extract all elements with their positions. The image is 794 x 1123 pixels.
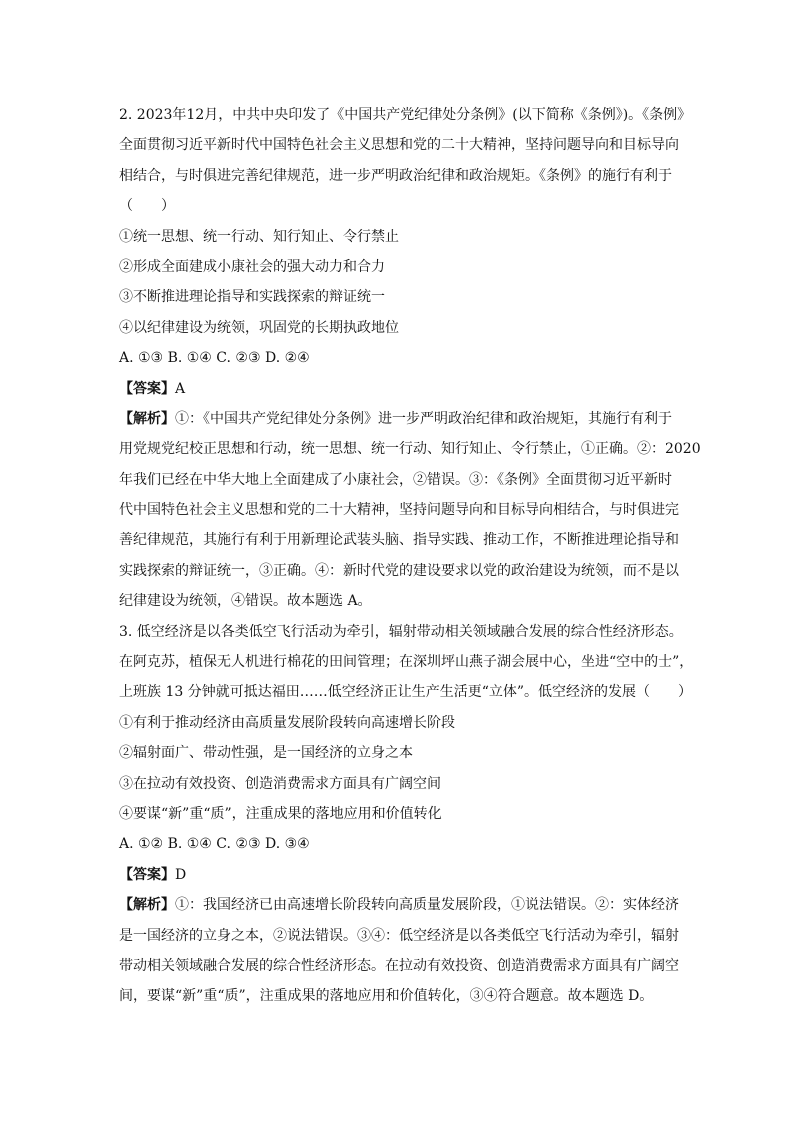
question-option: ④要谋“新”重“质”，注重成果的落地应用和价值转化	[119, 805, 442, 822]
question-stem-line: 在阿克苏，植保无人机进行棉花的田间管理；在深圳坪山燕子湖会展中心，坐进“空中的士”，	[119, 654, 694, 671]
question-choices: A. ①③ B. ①④ C. ②③ D. ②④	[119, 350, 310, 367]
question-stem-line: （ ）	[119, 198, 175, 215]
analysis-text: ①：《中国共产党纪律处分条例》进一步严明政治纪律和政治规矩，其施行有利于	[175, 410, 672, 427]
question-stem-line: 上班族 13 分钟就可抵达福田……低空经济正让生产生活更“立体”。低空经济的发展（ ）	[119, 684, 693, 701]
analysis-text: 善纪律规范，其施行有利于用新理论武装头脑、指导实践、推动工作，不断推进理论指导和	[119, 532, 679, 549]
question-option: ③不断推进理论指导和实践探索的辩证统一	[119, 289, 385, 306]
answer-line	[119, 374, 689, 404]
question-option: ①统一思想、统一行动、知行知止、令行禁止	[119, 228, 399, 245]
analysis-text: 是一国经济的立身之本，②说法错误。③④：低空经济是以各类低空飞行活动为牵引，辐射	[119, 927, 679, 944]
analysis-text: 纪律建设为统领，④错误。故本题选 A。	[119, 593, 372, 610]
question-stem-line: 3. 低空经济是以各类低空飞行活动为牵引，辐射带动相关领域融合发展的综合性经济形态。	[119, 623, 683, 640]
question-option: ③在拉动有效投资、创造消费需求方面具有广阔空间	[119, 775, 441, 792]
analysis-line	[119, 404, 689, 434]
answer-value: A	[175, 380, 186, 397]
question-option: ④以纪律建设为统领，巩固党的长期执政地位	[119, 319, 399, 336]
analysis-line	[119, 890, 689, 920]
question-stem-line: 2. 2023年12月，中共中央印发了《中国共产党纪律处分条例》(以下简称《条例》)。《条例》	[119, 107, 692, 123]
question-choices: A. ①② B. ①④ C. ②③ D. ③④	[119, 836, 310, 853]
question-option: ②辐射面广、带动性强，是一国经济的立身之本	[119, 745, 413, 762]
analysis-text: 代中国特色社会主义思想和党的二十大精神，坚持问题导向和目标导向相结合，与时俱进完	[119, 502, 679, 519]
question-2	[119, 100, 701, 617]
question-option: ①有利于推动经济由高质量发展阶段转向高速增长阶段	[119, 714, 455, 731]
analysis-text: 带动相关领域融合发展的综合性经济形态。在拉动有效投资、创造消费需求方面具有广阔空	[119, 957, 679, 974]
answer-line	[119, 860, 689, 890]
question-stem-line: 全面贯彻习近平新时代中国特色社会主义思想和党的二十大精神，坚持问题导向和目标导向	[119, 137, 679, 154]
document-content	[119, 100, 701, 1012]
answer-value: D	[175, 866, 187, 883]
analysis-text: 用党规党纪校正思想和行动，统一思想、统一行动、知行知止、令行禁止，①正确。②：2020	[119, 441, 701, 458]
analysis-text: 实践探索的辩证统一，③正确。④：新时代党的建设要求以党的政治建设为统领，而不是以	[119, 562, 679, 579]
analysis-label: 【解析】	[119, 897, 175, 914]
question-option: ②形成全面建成小康社会的强大动力和合力	[119, 258, 385, 275]
question-stem-line: 相结合，与时俱进完善纪律规范，进一步严明政治纪律和政治规矩。《条例》的施行有利于	[119, 167, 672, 184]
analysis-text: 年我们已经在中华大地上全面建成了小康社会，②错误。③：《条例》全面贯彻习近平新时	[119, 471, 672, 488]
answer-label: 【答案】	[119, 380, 175, 397]
analysis-text: ①：我国经济已由高速增长阶段转向高质量发展阶段，①说法错误。②：实体经济	[175, 897, 679, 914]
analysis-label: 【解析】	[119, 410, 175, 427]
answer-label: 【答案】	[119, 866, 175, 883]
question-3	[119, 617, 694, 1012]
analysis-text: 间，要谋“新”重“质”，注重成果的落地应用和价值转化，③④符合题意。故本题选 D。	[119, 988, 654, 1005]
